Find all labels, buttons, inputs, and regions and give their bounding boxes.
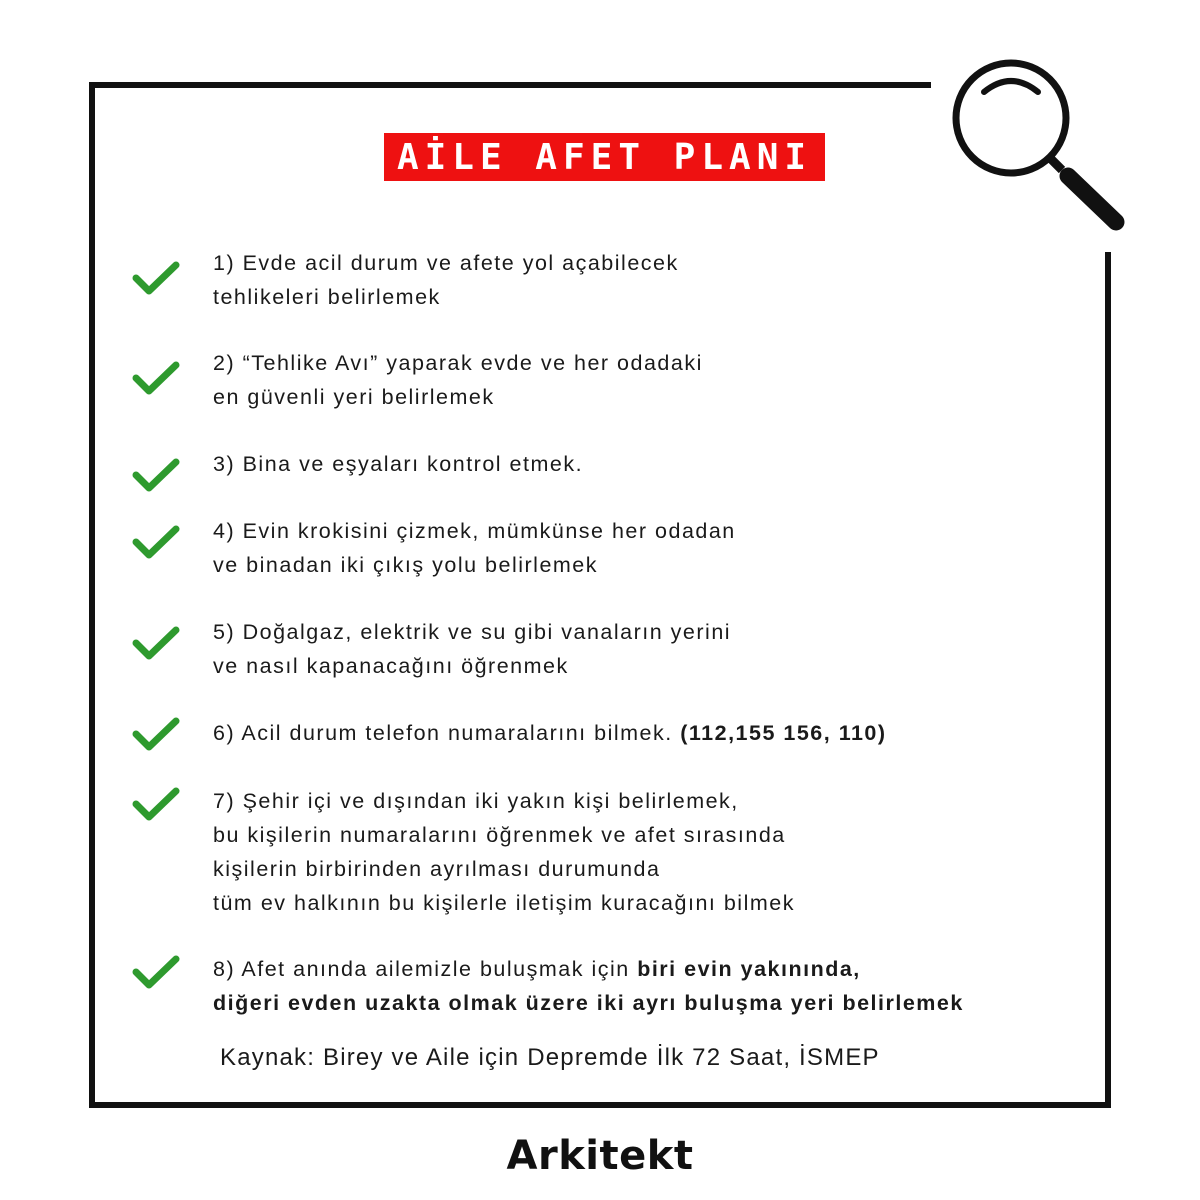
check-icon (130, 784, 182, 824)
check-icon (130, 522, 182, 562)
item-line-bold: diğeri evden uzakta olmak üzere iki ayrı buluşma yeri belirlemek (213, 991, 964, 1015)
item-text (213, 784, 795, 920)
item-line (213, 716, 887, 750)
item-text (213, 346, 703, 414)
frame-top (89, 82, 931, 88)
item-text (213, 246, 679, 314)
item-line: 1) Evde acil durum ve afete yol açabilecek (213, 251, 679, 275)
brand-logo: Arkitekt (506, 1133, 694, 1179)
page-title: AİLE AFET PLANI (396, 136, 813, 178)
item-line-text: 6) Acil durum telefon numaralarını bilmek. (213, 721, 681, 745)
item-line: bu kişilerin numaralarını öğrenmek ve afet sırasında (213, 823, 786, 847)
item-line: kişilerin birbirinden ayrılması durumunda (213, 857, 661, 881)
check-icon (130, 952, 182, 992)
source-citation: Kaynak: Birey ve Aile için Depremde İlk 72 Saat, İSMEP (220, 1044, 880, 1071)
check-icon (130, 714, 182, 754)
item-line: 4) Evin krokisini çizmek, mümkünse her odadan (213, 519, 736, 543)
item-line: en güvenli yeri belirlemek (213, 385, 495, 409)
title-banner (384, 133, 825, 181)
item-line: 2) “Tehlike Avı” yaparak evde ve her odadaki (213, 351, 703, 375)
item-text (213, 615, 731, 683)
item-line: tüm ev halkının bu kişilerle iletişim kuracağını bilmek (213, 891, 795, 915)
check-icon (130, 358, 182, 398)
magnifying-glass-icon (944, 52, 1134, 242)
check-icon (130, 623, 182, 663)
frame-left (89, 82, 95, 1108)
frame-right (1105, 252, 1111, 1108)
item-line: 5) Doğalgaz, elektrik ve su gibi vanaların yerini (213, 620, 732, 644)
item-line: 3) Bina ve eşyaları kontrol etmek. (213, 452, 584, 476)
item-line (213, 952, 964, 986)
frame-bottom (89, 1102, 1111, 1108)
phone-numbers: (112,155 156, 110) (680, 721, 887, 745)
item-line-bold: biri evin yakınında, (637, 957, 861, 981)
item-text (213, 514, 736, 582)
item-line: ve nasıl kapanacağını öğrenmek (213, 654, 569, 678)
check-icon (130, 455, 182, 495)
check-icon (130, 258, 182, 298)
item-text (213, 716, 887, 750)
item-text (213, 952, 964, 1020)
item-line-text: 8) Afet anında ailemizle buluşmak için (213, 957, 638, 981)
item-text (213, 447, 583, 481)
item-line: 7) Şehir içi ve dışından iki yakın kişi belirlemek, (213, 789, 739, 813)
item-line: tehlikeleri belirlemek (213, 285, 441, 309)
item-line: ve binadan iki çıkış yolu belirlemek (213, 553, 599, 577)
